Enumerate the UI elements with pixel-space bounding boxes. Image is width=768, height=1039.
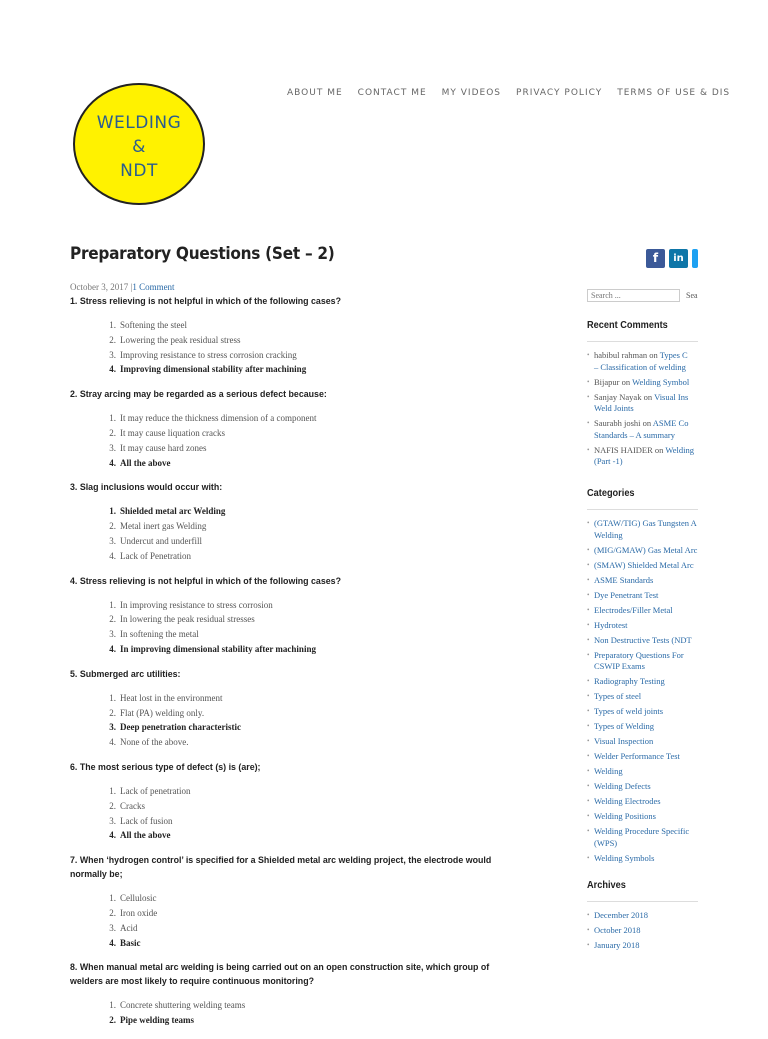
category-link[interactable]: Preparatory Questions For (594, 649, 684, 660)
answer-number: 4. (109, 364, 116, 375)
category-item[interactable] (587, 560, 698, 572)
comment-on: on (642, 418, 652, 428)
answer-number: 2. (109, 1015, 116, 1026)
linkedin-icon[interactable]: in (669, 249, 688, 268)
comment-post-link-cont[interactable]: Standards – A summary (594, 429, 675, 440)
answer-text: Improving dimensional stability after machining (120, 364, 307, 375)
category-link[interactable]: Radiography Testing (594, 676, 665, 686)
answer-text: Concrete shuttering welding teams (120, 1000, 246, 1011)
category-item[interactable] (587, 605, 698, 617)
category-item[interactable] (587, 736, 698, 748)
archives-title: Archives (587, 880, 626, 891)
question-text: 8. When manual metal arc welding is being carried out on an open construction site, which group of welders are most likely to require continuous monitoring? (70, 962, 490, 988)
category-item[interactable] (587, 575, 698, 587)
category-item[interactable] (587, 691, 698, 703)
category-link[interactable]: Welding (594, 529, 623, 540)
category-item[interactable] (587, 826, 698, 849)
answer-number: 4. (109, 643, 116, 654)
answer-option (106, 735, 540, 750)
answer-number: 3. (109, 535, 116, 546)
answer-option (106, 411, 540, 426)
answer-text: Lack of fusion (120, 815, 173, 826)
answer-list (106, 998, 540, 1028)
category-link[interactable]: (SMAW) Shielded Metal Arc (594, 559, 694, 570)
recent-comments-list (587, 350, 698, 468)
recent-comment-item (587, 350, 698, 373)
answer-list (106, 318, 540, 377)
answer-number: 3. (109, 722, 116, 733)
answer-number: 4. (109, 457, 116, 468)
answer-number: 2. (109, 907, 116, 918)
answer-text: None of the above. (120, 737, 189, 748)
question-text: 4. Stress relieving is not helpful in which of the following cases? (70, 575, 341, 587)
category-link[interactable]: (GTAW/TIG) Gas Tungsten A (594, 518, 697, 528)
answer-list (106, 784, 540, 843)
answer-correct (106, 504, 540, 519)
answer-text: All the above (120, 830, 171, 841)
category-link[interactable]: Electrodes/Filler Metal (594, 604, 673, 615)
nav-my-videos[interactable]: MY VIDEOS (441, 88, 502, 98)
answer-list (106, 411, 540, 470)
category-link[interactable]: Types of weld joints (594, 706, 664, 716)
search-input[interactable] (587, 289, 680, 302)
nav-terms-of-use[interactable]: TERMS OF USE & DIS (617, 88, 731, 98)
category-link[interactable]: ASME Standards (594, 574, 654, 585)
answer-option (106, 549, 540, 564)
answer-number: 1. (109, 1000, 116, 1011)
answer-number: 2. (109, 707, 116, 718)
answer-correct (106, 936, 540, 951)
answer-option (106, 814, 540, 829)
category-item[interactable] (587, 766, 698, 778)
facebook-icon[interactable]: f (646, 249, 665, 268)
answer-text: Metal inert gas Welding (120, 521, 207, 532)
comment-author: NAFIS HAIDER (594, 444, 653, 455)
answer-text: Shielded metal arc Welding (120, 506, 226, 517)
answer-number: 2. (109, 800, 116, 811)
comment-post-link-cont[interactable]: (Part -1) (594, 456, 623, 466)
answer-option (106, 441, 540, 456)
category-link[interactable]: Welding Defects (594, 781, 651, 791)
answer-list (106, 691, 540, 750)
archive-link[interactable]: January 2018 (594, 940, 640, 950)
archive-item[interactable] (587, 940, 698, 952)
nav-contact-me[interactable]: CONTACT ME (357, 88, 427, 98)
category-link[interactable]: Types of steel (594, 691, 642, 701)
recent-comment-item (587, 445, 698, 468)
category-link[interactable]: Welder Performance Test (594, 751, 680, 761)
answer-text: In softening the metal (120, 629, 199, 640)
answer-option (106, 598, 540, 613)
answer-number: 1. (109, 413, 116, 424)
site-logo[interactable] (73, 83, 205, 205)
archives-list (587, 910, 698, 952)
answer-number: 3. (109, 442, 116, 453)
category-link[interactable]: Types of Welding (594, 721, 654, 731)
answer-option (106, 612, 540, 627)
answer-text: It may reduce the thickness dimension of a component (120, 413, 317, 424)
answer-text: In improving resistance to stress corrosion (120, 599, 273, 610)
post-meta (70, 282, 540, 292)
category-link[interactable]: Welding Positions (594, 811, 656, 821)
answer-number: 4. (109, 737, 116, 748)
answer-number: 4. (109, 550, 116, 561)
category-item[interactable] (587, 635, 698, 647)
archive-link[interactable]: October 2018 (594, 925, 641, 935)
answer-number: 1. (109, 692, 116, 703)
category-item[interactable] (587, 853, 698, 865)
category-link[interactable]: (MIG/GMAW) Gas Metal Arc (594, 544, 698, 555)
question-text: 1. Stress relieving is not helpful in which of the following cases? (70, 296, 341, 307)
answer-number: 2. (109, 334, 116, 345)
answer-number: 1. (109, 320, 116, 330)
category-item[interactable] (587, 518, 698, 541)
logo-line-ndt: NDT (120, 161, 158, 181)
answer-text: Undercut and underfill (120, 535, 202, 546)
comment-post-link[interactable]: Welding (665, 444, 694, 455)
category-link[interactable]: Visual Inspection (594, 736, 654, 746)
answer-list (106, 891, 540, 950)
answer-number: 1. (109, 599, 116, 610)
comment-post-link-cont[interactable]: – Classification of welding (594, 361, 686, 372)
category-item[interactable] (587, 620, 698, 632)
recent-comment-item (587, 392, 698, 415)
answer-number: 2. (109, 427, 116, 438)
answer-option (106, 426, 540, 441)
answer-number: 2. (109, 521, 116, 532)
top-navigation (287, 88, 745, 98)
answer-text: Flat (PA) welding only. (120, 707, 205, 718)
category-item[interactable] (587, 796, 698, 808)
answer-option (106, 921, 540, 936)
answer-number: 3. (109, 922, 116, 933)
comments-link[interactable]: 1 Comment (132, 282, 175, 292)
answer-number: 3. (109, 349, 116, 360)
answer-list (106, 598, 540, 657)
question-text: 3. Slag inclusions would occur with: (70, 482, 223, 494)
answer-correct (106, 1013, 540, 1028)
category-link[interactable]: CSWIP Exams (594, 661, 645, 671)
answer-text: It may cause hard zones (120, 442, 207, 453)
answer-text: Iron oxide (120, 907, 158, 918)
categories-list (587, 518, 698, 864)
post-date: October 3, 2017 (70, 282, 129, 292)
answer-text: Heat lost in the environment (120, 692, 223, 703)
comment-author: Saurabh joshi (594, 418, 641, 428)
answer-option (106, 318, 540, 333)
categories-title: Categories (587, 488, 635, 499)
question-text: 5. Submerged arc utilities: (70, 668, 181, 680)
answer-number: 3. (109, 815, 116, 826)
question-text: 2. Stray arcing may be regarded as a serious defect because: (70, 389, 327, 401)
answer-option (106, 998, 540, 1013)
answer-correct (106, 456, 540, 471)
comment-post-link[interactable]: ASME Co (652, 418, 689, 428)
answer-text: All the above (120, 457, 171, 468)
answer-text: In lowering the peak residual stresses (120, 614, 255, 625)
share-more-icon[interactable] (692, 249, 698, 268)
answer-text: Acid (120, 922, 138, 933)
answer-text: Improving resistance to stress corrosion cracking (120, 349, 297, 360)
answer-number: 1. (109, 785, 116, 796)
search-form (587, 289, 698, 302)
categories-widget (587, 488, 698, 868)
social-share (646, 249, 698, 268)
category-link[interactable]: Dye Penetrant Test (594, 589, 659, 600)
category-link[interactable]: (WPS) (594, 837, 618, 848)
answer-option (106, 906, 540, 921)
category-item[interactable] (587, 811, 698, 823)
comment-on: on (643, 391, 653, 402)
category-link[interactable]: Welding (594, 766, 623, 776)
answer-text: Basic (120, 937, 141, 948)
answer-text: Deep penetration characteristic (120, 722, 241, 733)
comment-on: on (649, 350, 658, 360)
question-list (70, 295, 540, 1028)
search-button[interactable]: Sea (686, 291, 698, 300)
answer-option (106, 534, 540, 549)
answer-number: 1. (109, 893, 116, 904)
category-link[interactable]: Welding Procedure Specific (594, 826, 690, 836)
answer-option (106, 519, 540, 534)
question-text: 6. The most serious type of defect (s) is (are); (70, 761, 261, 773)
answer-correct (106, 720, 540, 735)
answer-number: 4. (109, 937, 116, 948)
main-content (70, 244, 540, 1039)
answer-text: Cracks (120, 800, 145, 811)
answer-text: In improving dimensional stability after machining (120, 643, 316, 654)
answer-option (106, 891, 540, 906)
comment-author: habibul rahman (594, 350, 648, 360)
post-title: Preparatory Questions (Set – 2) (70, 244, 335, 263)
answer-number: 2. (109, 614, 116, 625)
comment-author: Sanjay Nayak (594, 391, 642, 402)
nav-privacy-policy[interactable]: PRIVACY POLICY (516, 88, 603, 98)
answer-number: 1. (109, 506, 116, 517)
answer-option (106, 333, 540, 348)
comment-post-link[interactable]: Types C (659, 350, 688, 360)
answer-number: 4. (109, 830, 116, 841)
answer-text: Softening the steel (120, 320, 187, 330)
logo-line-welding: WELDING (96, 113, 182, 133)
question-text: 7. When ‘hydrogen control’ is specified for a Shielded metal arc welding project, the electrode would normally be; (70, 855, 492, 881)
answer-correct (106, 828, 540, 843)
category-item[interactable] (587, 676, 698, 688)
comment-author: Bijapur (594, 376, 620, 387)
answer-option (106, 627, 540, 642)
meta-separator: | (130, 282, 133, 292)
answer-text: Lack of Penetration (120, 550, 191, 561)
answer-text: It may cause liquation cracks (120, 427, 225, 438)
category-link[interactable]: Welding Symbols (594, 852, 655, 863)
divider (587, 901, 698, 902)
archive-item[interactable] (587, 925, 698, 937)
recent-comment-item (587, 418, 698, 441)
category-item[interactable] (587, 721, 698, 733)
recent-comment-item (587, 377, 698, 389)
answer-option (106, 706, 540, 721)
logo-line-ampersand: & (132, 137, 146, 157)
divider (587, 509, 698, 510)
answer-correct (106, 642, 540, 657)
comment-on: on (621, 376, 631, 387)
comment-post-link[interactable]: Welding Symbol (632, 376, 690, 387)
category-item[interactable] (587, 706, 698, 718)
answer-option (106, 691, 540, 706)
answer-option (106, 784, 540, 799)
category-item[interactable] (587, 781, 698, 793)
comment-post-link[interactable]: Visual Ins (654, 391, 689, 402)
answer-text: Lack of penetration (120, 785, 191, 796)
nav-about-me[interactable]: ABOUT ME (287, 88, 343, 98)
category-item[interactable] (587, 590, 698, 602)
category-link[interactable]: Hydrotest (594, 619, 628, 630)
answer-text: Lowering the peak residual stress (120, 334, 241, 345)
category-link[interactable]: Welding Electrodes (594, 796, 661, 806)
category-item[interactable] (587, 751, 698, 763)
comment-on: on (654, 444, 664, 455)
answer-correct (106, 362, 540, 377)
category-link[interactable]: Non Destructive Tests (NDT (594, 634, 692, 645)
answer-list (106, 504, 540, 563)
comment-post-link-cont[interactable]: Weld Joints (594, 403, 634, 413)
answer-text: Pipe welding teams (120, 1015, 194, 1026)
archive-item[interactable] (587, 910, 698, 922)
answer-option (106, 799, 540, 814)
recent-comments-title: Recent Comments (587, 320, 668, 331)
category-item[interactable] (587, 545, 698, 557)
category-item[interactable] (587, 650, 698, 673)
answer-number: 3. (109, 629, 116, 640)
answer-text: Cellulosic (120, 893, 157, 904)
archives-widget (587, 880, 698, 955)
divider (587, 341, 698, 342)
archive-link[interactable]: December 2018 (594, 910, 649, 920)
recent-comments-widget (587, 320, 698, 471)
answer-option (106, 348, 540, 363)
